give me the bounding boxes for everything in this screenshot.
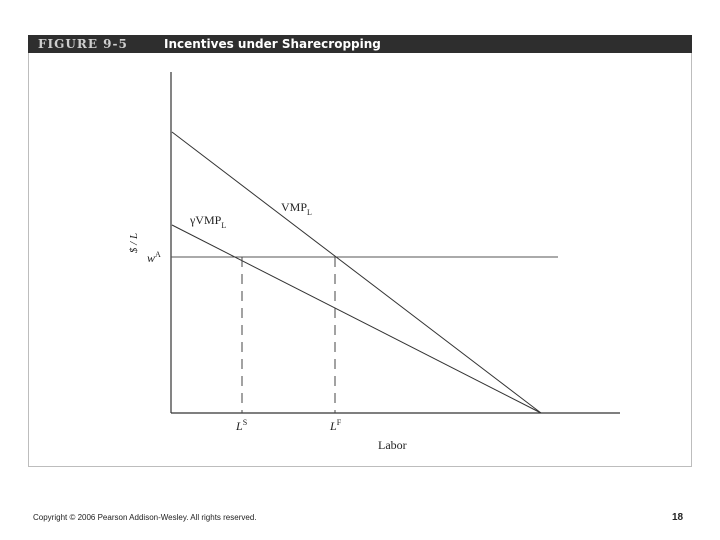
vmp-label: $VMP_L$	[281, 200, 312, 217]
gamma-vmp-curve	[172, 225, 541, 413]
figure-label: FIGURE 9-5	[38, 37, 128, 51]
lf-label: $L^F$	[330, 418, 342, 433]
wage-label: $w^A$	[147, 250, 161, 265]
y-axis-label: $ / L	[128, 232, 140, 254]
figure-title: Incentives under Sharecropping	[164, 37, 381, 51]
x-axis-label: Labor	[378, 438, 407, 452]
gamma-vmp-label: γVMP$_L$	[190, 213, 227, 230]
page-number: 18	[672, 512, 684, 523]
vmp-curve	[172, 132, 541, 413]
copyright-notice: Copyright © 2006 Pearson Addison-Wesley. All rights reserved.	[33, 513, 257, 522]
ls-label: $L^S$	[236, 418, 248, 433]
